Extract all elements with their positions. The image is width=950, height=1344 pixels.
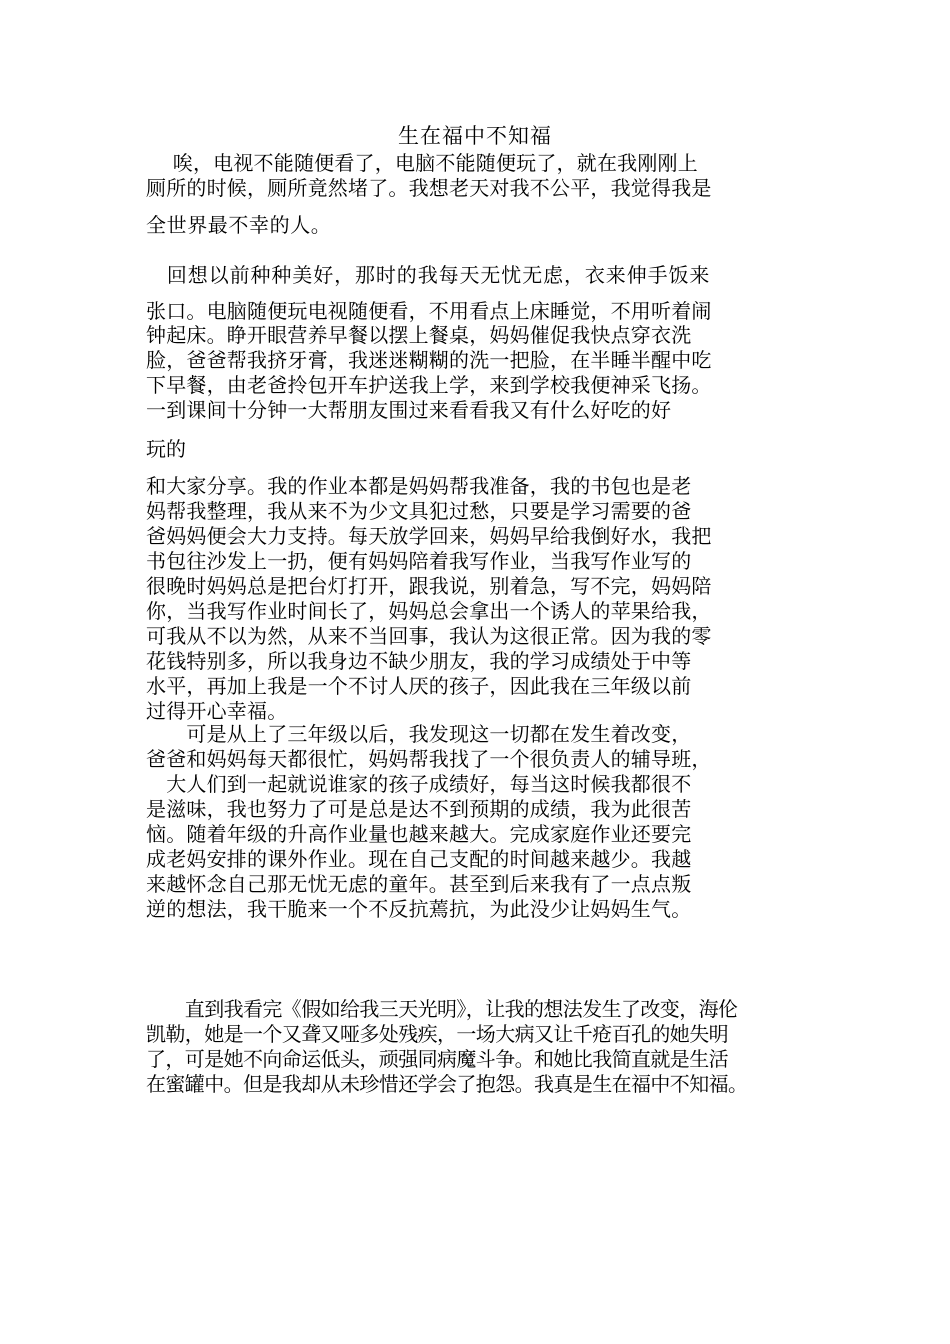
paragraph-line: 回想以前种种美好，那时的我每天无忧无虑，衣来伸手饭来 bbox=[146, 263, 711, 287]
paragraph-line: 大人们到一起就说谁家的孩子成绩好，每当这时候我都很不 bbox=[146, 772, 692, 796]
paragraph-line: 和大家分享。我的作业本都是妈妈帮我准备，我的书包也是老 bbox=[146, 474, 692, 498]
paragraph-line: 水平，再加上我是一个不讨人厌的孩子，因此我在三年级以前 bbox=[146, 674, 692, 698]
paragraph-line: 玩的 bbox=[146, 437, 186, 461]
paragraph-line: 脸，爸爸帮我挤牙膏，我迷迷糊糊的洗一把脸，在半睡半醒中吃 bbox=[146, 348, 712, 372]
document-title: 生在福中不知福 bbox=[398, 124, 552, 148]
paragraph-line: 成老妈安排的课外作业。现在自己支配的时间越来越少。我越 bbox=[146, 847, 692, 871]
paragraph-line: 唉，电视不能随便看了，电脑不能随便玩了，就在我刚刚上 bbox=[146, 151, 698, 175]
paragraph-line: 逆的想法，我干脆来一个不反抗蔫抗，为此没少让妈妈生气。 bbox=[146, 897, 692, 921]
paragraph-line: 可我从不以为然，从来不当回事，我认为这很正常。因为我的零 bbox=[146, 624, 712, 648]
paragraph-line: 过得开心幸福。 bbox=[146, 699, 288, 723]
paragraph-line: 是滋味，我也努力了可是总是达不到预期的成绩，我为此很苦 bbox=[146, 797, 692, 821]
paragraph-line: 你，当我写作业时间长了，妈妈总会拿出一个诱人的苹果给我， bbox=[146, 599, 712, 623]
paragraph-line: 爸爸和妈妈每天都很忙，妈妈帮我找了一个很负责人的辅导班， bbox=[146, 747, 712, 771]
paragraph-line: 直到我看完《假如给我三天光明》，让我的想法发生了改变，海伦 bbox=[146, 997, 738, 1021]
paragraph-line: 很晚时妈妈总是把台灯打开，跟我说，别着急，写不完，妈妈陪 bbox=[146, 574, 712, 598]
paragraph-line: 全世界最不幸的人。 bbox=[146, 213, 332, 237]
paragraph-line: 爸妈妈便会大力支持。每天放学回来，妈妈早给我倒好水，我把 bbox=[146, 524, 712, 548]
paragraph-line: 妈帮我整理，我从来不为少文具犯过愁，只要是学习需要的爸 bbox=[146, 499, 692, 523]
paragraph-line: 恼。随着年级的升高作业量也越来越大。完成家庭作业还要完 bbox=[146, 822, 692, 846]
paragraph-line: 下早餐，由老爸拎包开车护送我上学，来到学校我便神采飞扬。 bbox=[146, 373, 712, 397]
paragraph-line: 了，可是她不向命运低头，顽强同病魔斗争。和她比我简直就是生活 bbox=[146, 1047, 728, 1071]
paragraph-line: 来越怀念自己那无忧无虑的童年。甚至到后来我有了一点点叛 bbox=[146, 872, 692, 896]
paragraph-line: 可是从上了三年级以后，我发现这一切都在发生着改变， bbox=[146, 722, 692, 746]
paragraph-line: 一到课间十分钟一大帮朋友围过来看看我又有什么好吃的好 bbox=[146, 398, 672, 422]
paragraph-line: 厕所的时候，厕所竟然堵了。我想老天对我不公平，我觉得我是 bbox=[146, 176, 712, 200]
paragraph-line: 在蜜罐中。但是我却从未珍惜还学会了抱怨。我真是生在福中不知福。 bbox=[146, 1072, 748, 1096]
paragraph-line: 钟起床。睁开眼营养早餐以摆上餐桌，妈妈催促我快点穿衣洗 bbox=[146, 323, 692, 347]
paragraph-line: 凯勒，她是一个又聋又哑多处残疾，一场大病又让千疮百孔的她失明 bbox=[146, 1022, 728, 1046]
paragraph-line: 张口。电脑随便玩电视随便看，不用看点上床睡觉，不用听着闹 bbox=[146, 299, 712, 323]
paragraph-line: 书包往沙发上一扔，便有妈妈陪着我写作业，当我写作业写的 bbox=[146, 549, 692, 573]
paragraph-line: 花钱特别多，所以我身边不缺少朋友，我的学习成绩处于中等 bbox=[146, 649, 692, 673]
